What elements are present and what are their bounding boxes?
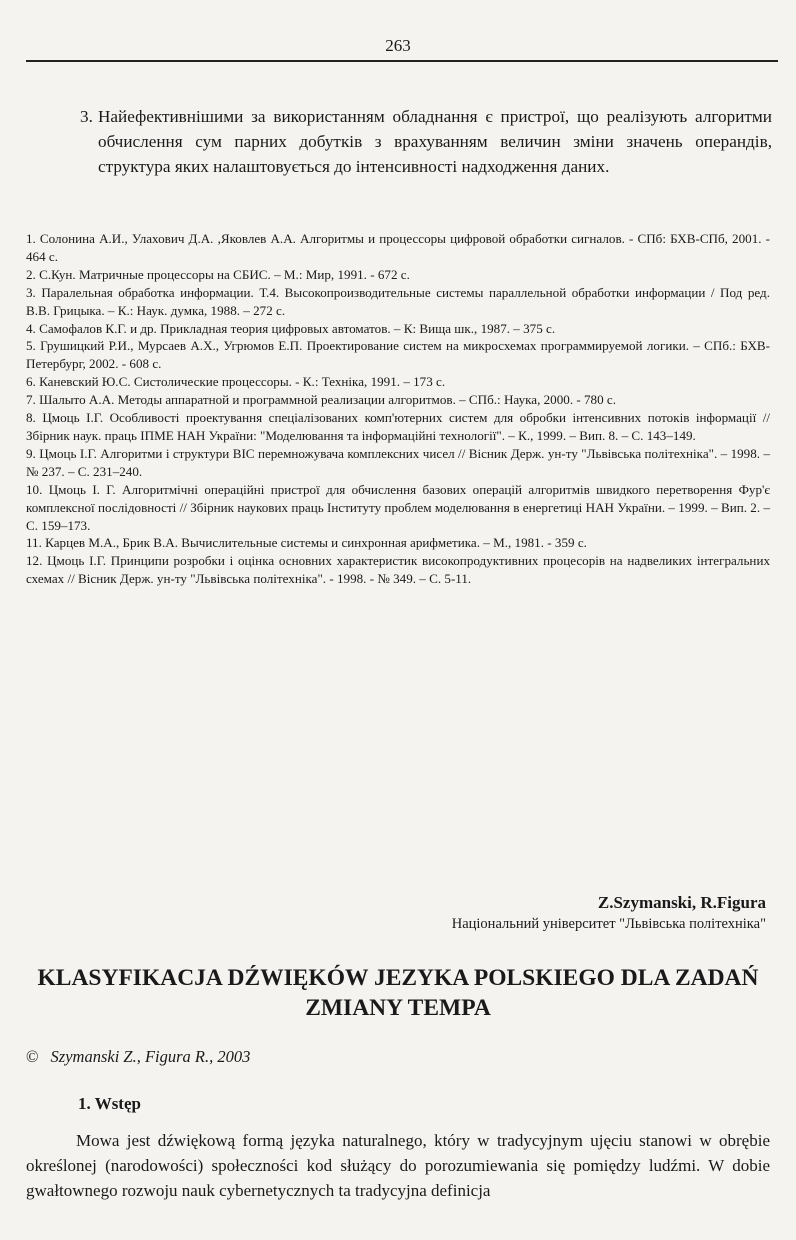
reference-item: 4. Самофалов К.Г. и др. Прикладная теория цифровых автоматов. – К: Вища шк., 1987. – 375 с.	[26, 320, 556, 336]
reference-item: 10. Цмоць І. Г. Алгоритмічні операційні пристрої для обчислення базових операцій алгоритмів швидкого перетворення Фур'є комплексної послідовності // Збірник наукових праць Інституту проблем моделювання в енергетиці НАН України. – 1999. – Вип. 2. – С. 159–173.	[26, 481, 770, 533]
reference-item: 2. С.Кун. Матричные процессоры на СБИС. – М.: Мир, 1991. - 672 с.	[26, 266, 410, 282]
conclusion-text: Найефективнішими за використанням обладнання є пристрої, що реалізують алгоритми обчислення сум парних добутків з врахуванням величин зміни значень операндів, структура яких налаштовується до інтенсивності надходження даних.	[98, 107, 772, 176]
reference-item: 1. Солонина А.И., Улахович Д.А. ,Яковлев А.А. Алгоритмы и процессоры цифровой обработки сигналов. - СПб: БХВ-СПб, 2001. - 464 с.	[26, 231, 770, 264]
header-rule	[26, 60, 778, 62]
copyright-symbol: ©	[26, 1047, 39, 1066]
reference-item: 11. Карцев М.А., Брик В.А. Вычислительные системы и синхронная арифметика. – М., 1981. - 359 с.	[26, 535, 587, 551]
conclusion-item	[80, 104, 772, 179]
section-heading: 1. Wstęp	[78, 1094, 141, 1113]
article-affiliation: Національний університет "Львівська політехніка"	[451, 916, 766, 932]
reference-item: 8. Цмоць І.Г. Особливості проектування спеціалізованих комп'ютерних систем для обробки інтенсивних потоків інформації // Збірник наук. праць ІПМЕ НАН України: "Моделювання та інформаційні технології". – К., 1999. – Вип. 8. – С. 143–149.	[26, 410, 770, 443]
article-authors: Z.Szymanski, R.Figura	[597, 893, 766, 912]
reference-item: 3. Паралельная обработка информации. Т.4. Высокопроизводительные системы параллельной обработки информации / Под ред. В.В. Грицыка. – К.: Наук. думка, 1988. – 272 с.	[26, 284, 770, 318]
reference-item: 5. Грушицкий Р.И., Мурсаев А.Х., Угрюмов Е.П. Проектирование систем на микросхемах программируемой логики. – СПб.: БХВ-Петербург, 2002. - 608 с.	[26, 338, 770, 372]
reference-item: 12. Цмоць І.Г. Принципи розробки і оцінка основних характеристик високопродуктивних процесорів на надвеликих інтегральних схемах // Вісник Держ. ун-ту "Львівська політехніка". - 1998. - № 349. – С. 5-11.	[26, 553, 770, 587]
reference-list	[26, 230, 770, 588]
copyright-line	[26, 1047, 250, 1067]
conclusion-number: 3.	[80, 107, 93, 126]
reference-item: 9. Цмоць І.Г. Алгоритми і структури ВІС перемножувача комплексних чисел // Вісник Держ. ун-ту "Львівська політехніка". – 1998. – № 237. – С. 231–240.	[26, 445, 770, 479]
page-number: 263	[385, 36, 411, 55]
copyright-text: Szymanski Z., Figura R., 2003	[50, 1047, 251, 1066]
reference-item: 6. Каневский Ю.С. Систолические процессоры. - К.: Техніка, 1991. – 173 с.	[26, 374, 446, 390]
body-paragraph: Mowa jest dźwiękową formą języka naturalnego, który w tradycyjnym ujęciu stanowi w obrębie określonej (narodowości) społeczności kod służący do porozumiewania się pomiędzy ludźmi. W dobie gwałtownego rozwoju nauk cybernetycznych ta tradycyjna definicja	[26, 1131, 770, 1200]
reference-item: 7. Шалыто А.А. Методы аппаратной и программной реализации алгоритмов. – СПб.: Наука, 2000. - 780 с.	[26, 392, 617, 408]
article-title: KLASYFIKACJA DŹWIĘKÓW JEZYKA POLSKIEGO DLA ZADAŃ ZMIANY TEMPA	[37, 965, 759, 1021]
